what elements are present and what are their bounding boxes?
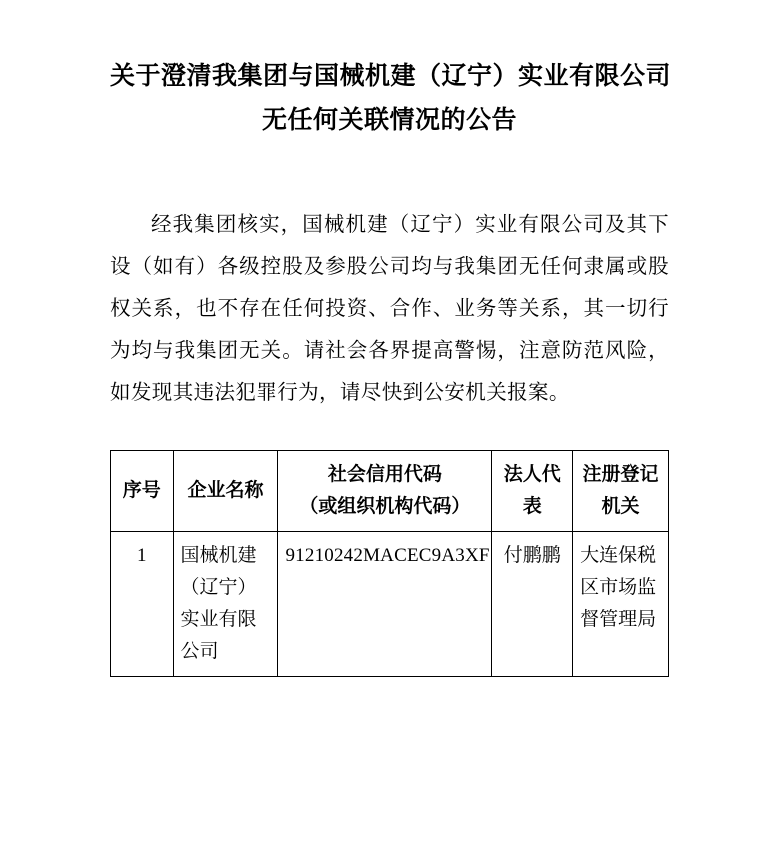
table-header-name	[173, 451, 278, 532]
company-table	[110, 450, 669, 677]
cell-no: 1	[111, 532, 174, 677]
page-title-line-2: 无任何关联情况的公告	[261, 106, 517, 134]
announcement-body: 经我集团核实，国械机建（辽宁）实业有限公司及其下设（如有）各级控股及参股公司均与我集团无任何隶属或股权关系，也不存在任何投资、合作、业务等关系，其一切行为均与我集团无关。请社会各界提高警惕，注意防范风险，如发现其违法犯罪行为，请尽快到公安机关报案。	[110, 214, 669, 404]
table-header-code-line2: （或组织机构代码）	[299, 496, 471, 517]
cell-legal-representative: 付鹏鹏	[492, 532, 573, 677]
page-title-line-1: 关于澄清我集团与国械机建（辽宁）实业有限公司	[110, 62, 672, 90]
cell-company-name: 国械机建（辽宁）实业有限公司	[173, 532, 278, 677]
table-header-code-line1: 社会信用代码	[327, 464, 442, 485]
table-header-representative-line2: 表	[522, 496, 542, 517]
table-header-row	[111, 451, 669, 532]
cell-credit-code: 91210242MACEC9A3XF	[278, 532, 492, 677]
table-header-no	[111, 451, 174, 532]
table-header-code	[278, 451, 492, 532]
table-header-registrar-line1: 注册登记	[582, 464, 659, 485]
cell-registrar: 大连保税区市场监督管理局	[573, 532, 669, 677]
table-header-registrar	[573, 451, 669, 532]
table-header-registrar-line2: 机关	[601, 496, 640, 517]
table-row	[111, 532, 669, 677]
table-header-representative-line1: 法人代	[503, 464, 561, 485]
table-header-representative	[492, 451, 573, 532]
company-table-container	[110, 414, 669, 677]
page-title	[110, 0, 672, 142]
table-header-name-line1: 企业名称	[187, 480, 264, 501]
table-header-no-line1: 序号	[122, 480, 161, 501]
